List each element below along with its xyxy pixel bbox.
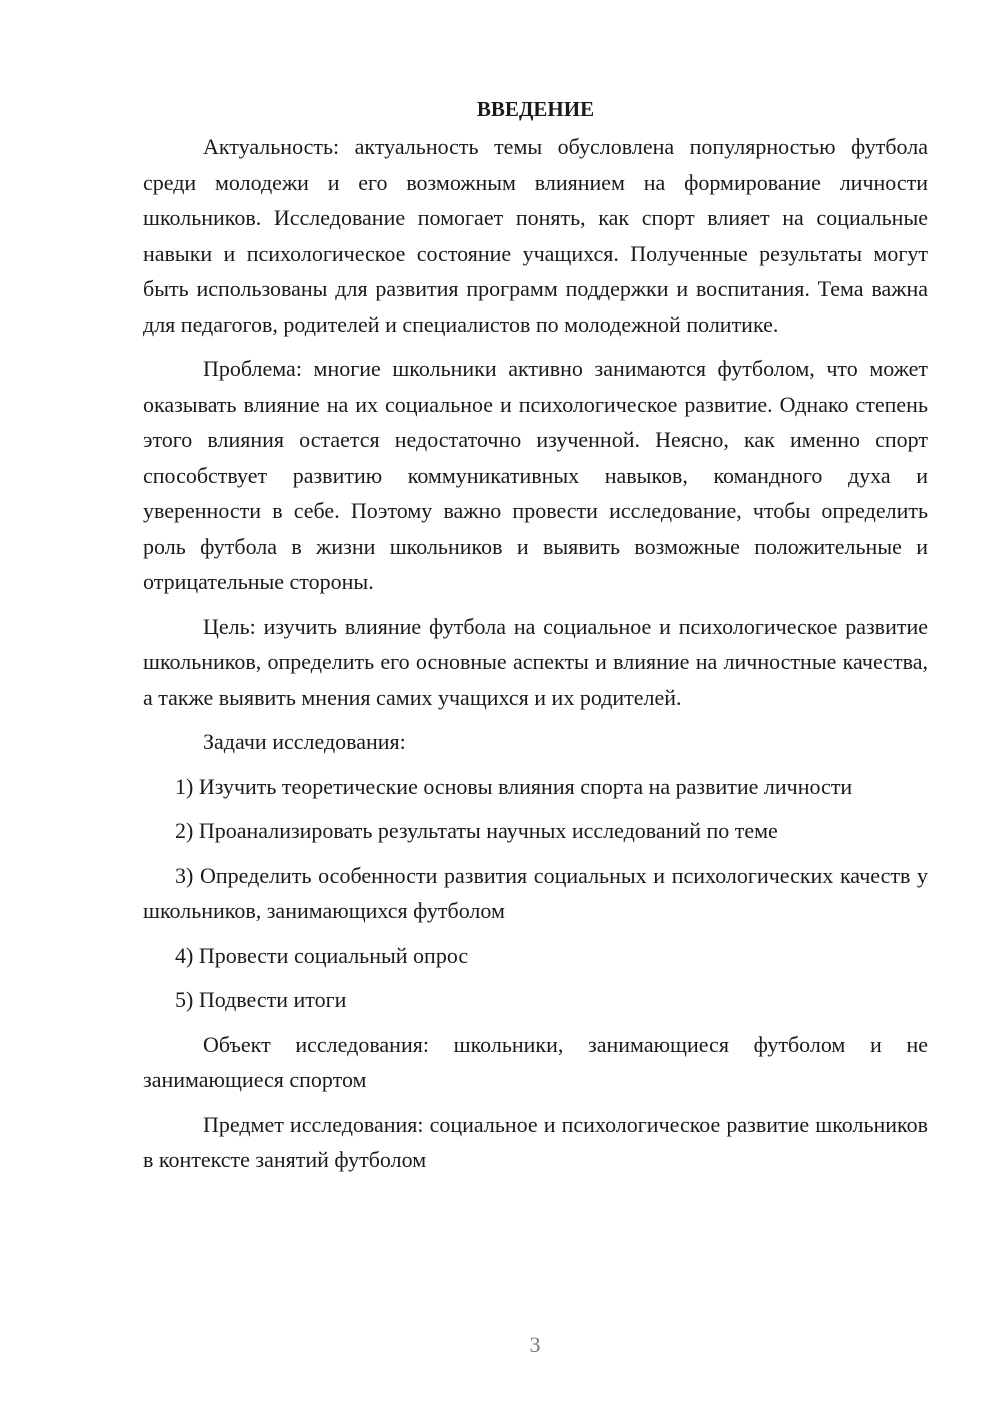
task-item-4: 4) Провести социальный опрос [175, 942, 469, 968]
paragraph-goal: Цель: изучить влияние футбола на социальное и психологическое развитие школьников, определить его основные аспекты и влияние на личностные качества, а также выявить мнения самих учащихся и их родителей. [143, 613, 928, 710]
page-title: ВВЕДЕНИЕ [476, 97, 595, 121]
paragraph-relevance: Актуальность: актуальность темы обусловлена популярностью футбола среди молодежи и его возможным влиянием на формирование личности школьников. Исследование помогает понять, как спорт влияет на социальные навыки и психологическое состояние учащихся. Полученные результаты могут быть использованы для развития программ поддержки и воспитания. Тема важна для педагогов, родителей и специалистов по молодежной политике. [143, 134, 928, 337]
task-item-2: 2) Проанализировать результаты научных исследований по теме [175, 818, 778, 843]
paragraph-subject: Предмет исследования: социальное и психологическое развитие школьников в контексте занятий футболом [143, 1111, 928, 1172]
tasks-heading: Задачи исследования: [203, 729, 406, 754]
paragraph-problem: Проблема: многие школьники активно занимаются футболом, что может оказывать влияние на их социальное и психологическое развитие. Однако степень этого влияния остается недостаточно изученной. Неясно, как именно спорт способствует развитию коммуникативных навыков, командного духа и уверенности в себе. Поэтому важно провести исследование, чтобы определить роль футбола в жизни школьников и выявить возможные положительные и отрицательные стороны. [143, 356, 928, 594]
task-item-3: 3) Определить особенности развития социальных и психологических качеств у школьников, занимающихся футболом [143, 862, 928, 923]
page-number: 3 [529, 1332, 541, 1357]
task-item-5: 5) Подвести итоги [175, 987, 347, 1012]
task-item-1: 1) Изучить теоретические основы влияния спорта на развитие личности [175, 773, 853, 799]
page-content [143, 92, 928, 1187]
paragraph-object: Объект исследования: школьники, занимающиеся футболом и не занимающиеся спортом [143, 1031, 928, 1092]
